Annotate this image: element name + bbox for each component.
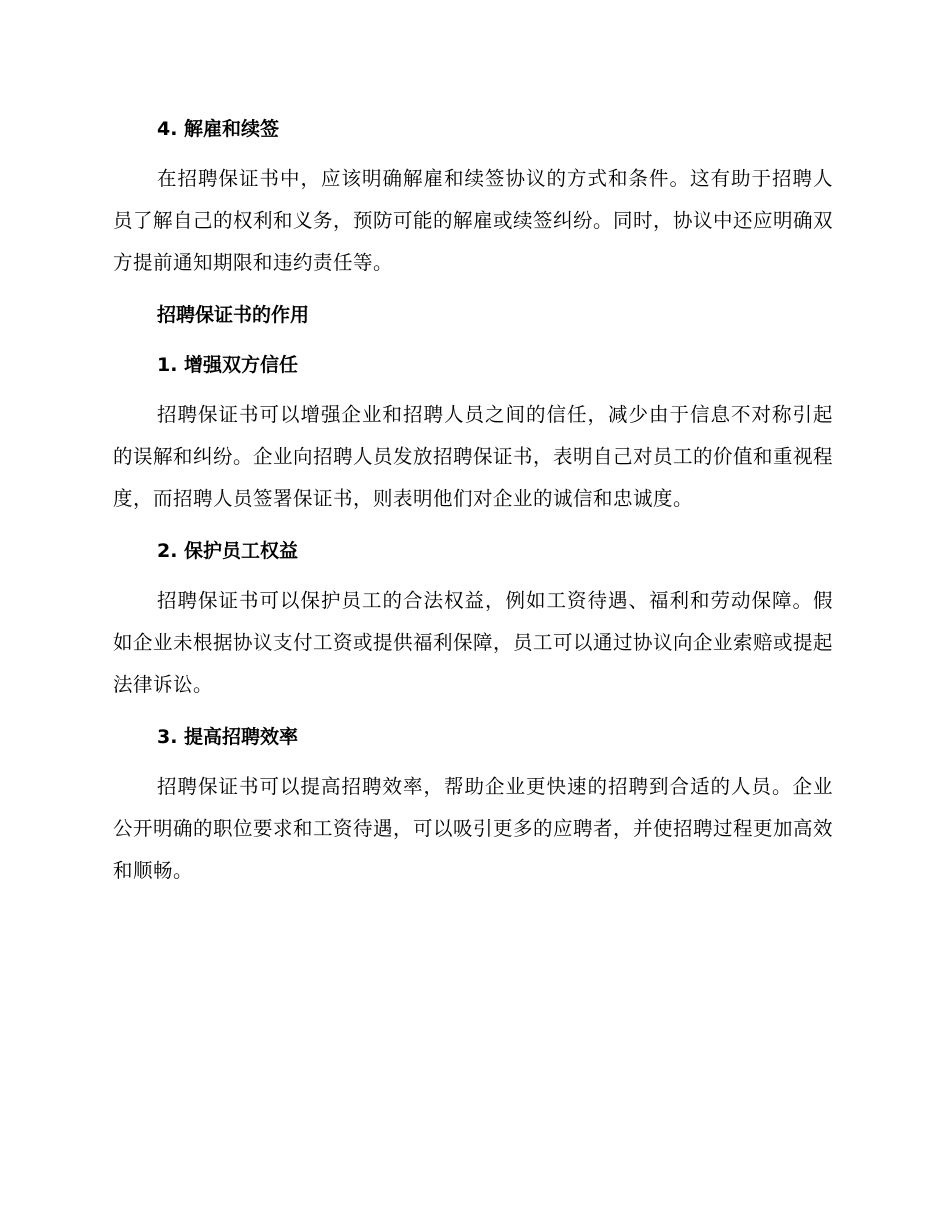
paragraph-termination-renewal: 在招聘保证书中，应该明确解雇和续签协议的方式和条件。这有助于招聘人员了解自己的权利和义务，预防可能的解雇或续签纠纷。同时，协议中还应明确双方提前通知期限和违约责任等。	[113, 167, 834, 274]
section-heading-purpose: 招聘保证书的作用	[157, 304, 310, 326]
paragraph-employee-rights: 招聘保证书可以保护员工的合法权益，例如工资待遇、福利和劳动保障。假如企业未根据协议支付工资或提供福利保障，员工可以通过协议向企业索赔或提起法律诉讼。	[113, 589, 834, 696]
document-page	[113, 108, 833, 892]
paragraph-efficiency: 招聘保证书可以提高招聘效率，帮助企业更快速的招聘到合适的人员。企业公开明确的职位要求和工资待遇，可以吸引更多的应聘者，并使招聘过程更加高效和顺畅。	[113, 775, 834, 882]
section-heading-efficiency: 3. 提高招聘效率	[157, 726, 299, 748]
section-heading-mutual-trust: 1. 增强双方信任	[157, 354, 299, 376]
section-heading-employee-rights: 2. 保护员工权益	[157, 540, 299, 562]
section-heading-termination-renewal: 4. 解雇和续签	[157, 118, 280, 140]
paragraph-mutual-trust: 招聘保证书可以增强企业和招聘人员之间的信任，减少由于信息不对称引起的误解和纠纷。企业向招聘人员发放招聘保证书，表明自己对员工的价值和重视程度，而招聘人员签署保证书，则表明他们对企业的诚信和忠诚度。	[113, 403, 834, 510]
